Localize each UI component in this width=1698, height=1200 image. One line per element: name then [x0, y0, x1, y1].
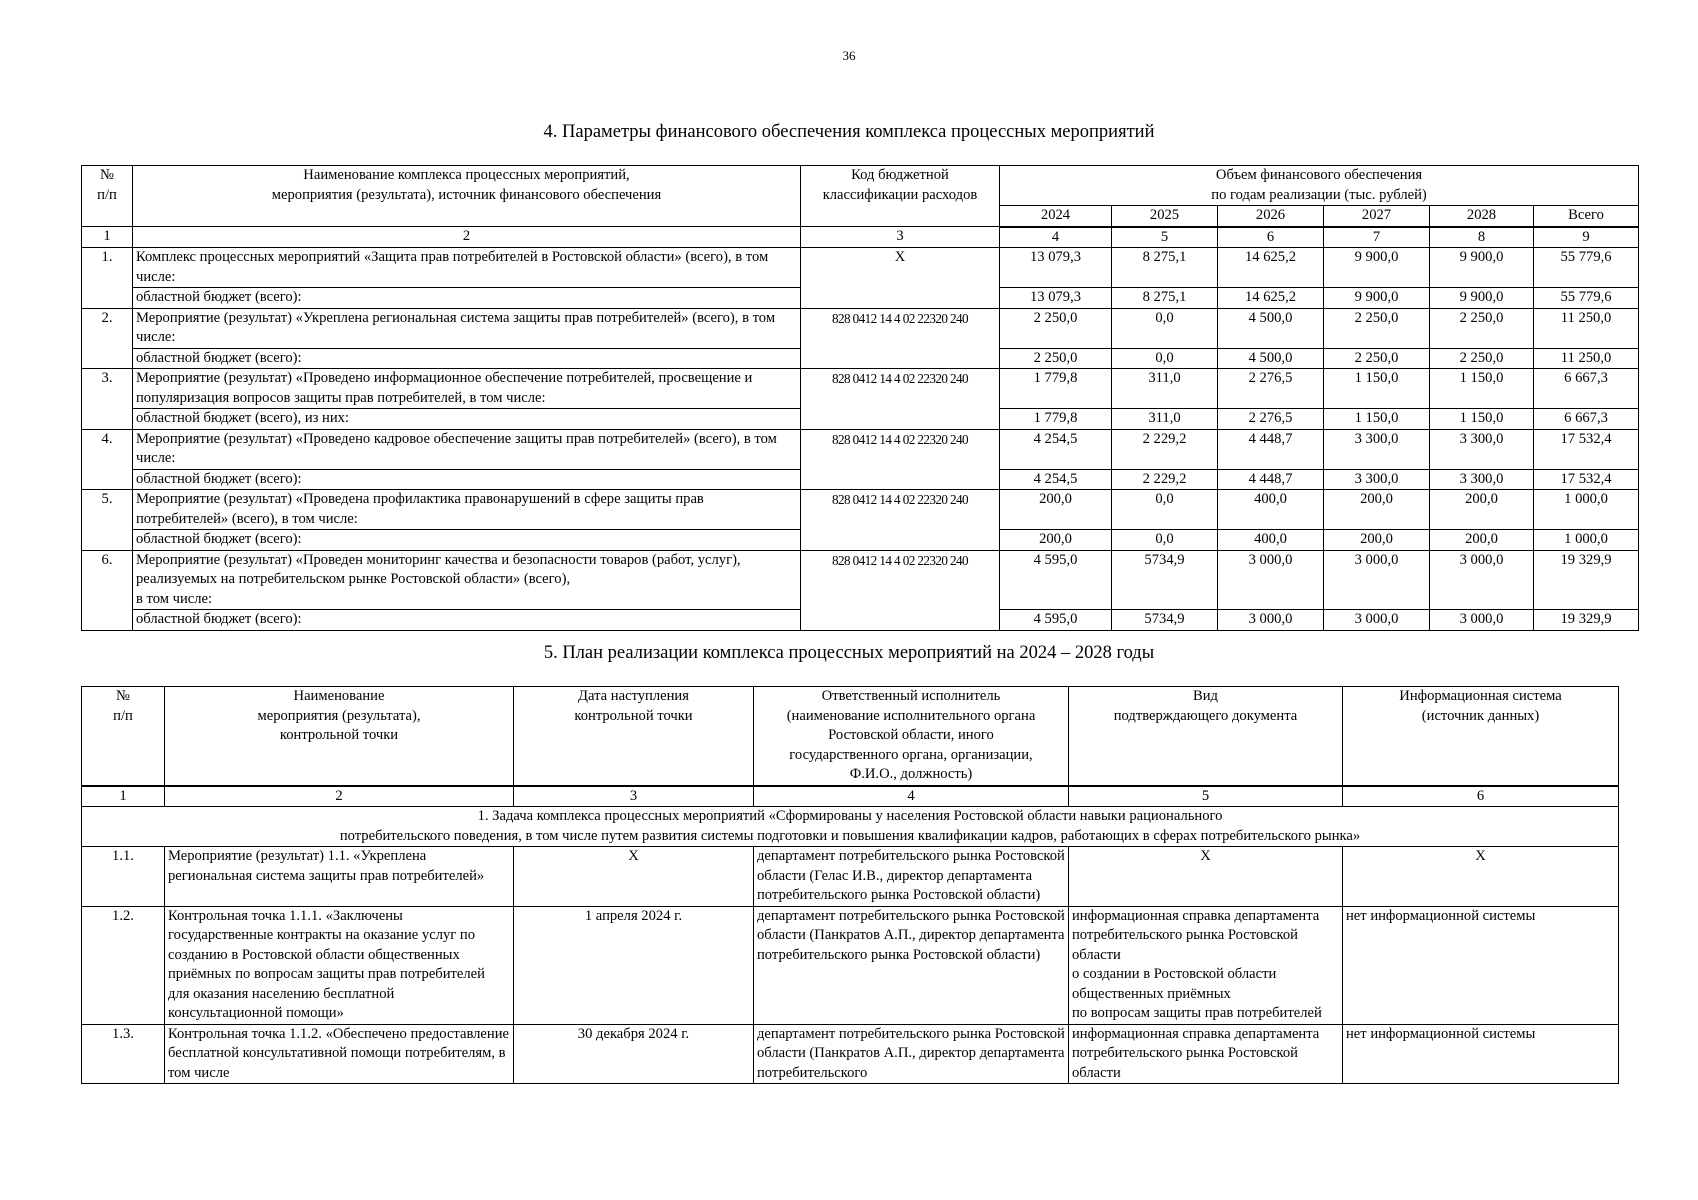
row-value: 200,0: [1324, 490, 1430, 530]
source-name: областной бюджет (всего):: [133, 610, 801, 631]
row-number: 4.: [82, 429, 133, 490]
header-num: № п/п: [82, 166, 133, 227]
table-row: [82, 847, 1619, 907]
row-value: 55 779,6: [1534, 248, 1639, 288]
column-number: 3: [801, 227, 1000, 248]
row-value: 200,0: [1000, 490, 1112, 530]
table-row: [82, 490, 1639, 530]
row-value: 2 276,5: [1218, 369, 1324, 409]
source-value: 2 229,2: [1112, 469, 1218, 490]
row-code: 828 0412 14 4 02 22320 240: [801, 429, 1000, 490]
row-value: 19 329,9: [1534, 550, 1639, 610]
row-system: нет информационной системы: [1343, 906, 1619, 1024]
column-number: 5: [1112, 227, 1218, 248]
table-row: [82, 248, 1639, 288]
row-value: 14 625,2: [1218, 248, 1324, 288]
header-year: 2028: [1430, 206, 1534, 227]
row-code: 828 0412 14 4 02 22320 240: [801, 369, 1000, 430]
plan-table-title: 5. План реализации комплекса процессных мероприятий на 2024 – 2028 годы: [543, 643, 1155, 663]
row-value: 4 448,7: [1218, 429, 1324, 469]
table-row: [82, 308, 1639, 348]
column-number: 1: [82, 786, 165, 807]
row-name: Мероприятие (результат) «Проведено кадровое обеспечение защиты прав потребителей» (всего), в том числе:: [133, 429, 801, 469]
task-row: [82, 807, 1619, 847]
row-value: 4 254,5: [1000, 429, 1112, 469]
row-value: 2 229,2: [1112, 429, 1218, 469]
row-value: 5734,9: [1112, 550, 1218, 610]
source-value: 8 275,1: [1112, 288, 1218, 309]
source-value: 3 000,0: [1218, 610, 1324, 631]
row-value: 9 900,0: [1324, 248, 1430, 288]
source-value: 2 250,0: [1430, 348, 1534, 369]
row-system: нет информационной системы: [1343, 1024, 1619, 1084]
table-row: [82, 1024, 1619, 1084]
row-responsible: департамент потребительского рынка Ростовской области (Гелас И.В., директор департамента потребительского рынка Ростовской области): [754, 847, 1069, 907]
source-value: 9 900,0: [1324, 288, 1430, 309]
header-name: Наименование комплекса процессных мероприятий, мероприятия (результата), источник финансового обеспечения: [133, 166, 801, 227]
row-value: 11 250,0: [1534, 308, 1639, 348]
table-row: [82, 906, 1619, 1024]
row-name: Мероприятие (результат) «Укреплена региональная система защиты прав потребителей» (всего), в том числе:: [133, 308, 801, 348]
row-value: 1 779,8: [1000, 369, 1112, 409]
column-number: 2: [165, 786, 514, 807]
column-number: 6: [1218, 227, 1324, 248]
source-value: 3 000,0: [1430, 610, 1534, 631]
row-date: 1 апреля 2024 г.: [514, 906, 754, 1024]
source-value: 5734,9: [1112, 610, 1218, 631]
row-date: X: [514, 847, 754, 907]
row-value: 0,0: [1112, 490, 1218, 530]
row-value: 200,0: [1430, 490, 1534, 530]
row-name: Контрольная точка 1.1.1. «Заключены государственные контракты на оказание услуг по созданию в Ростовской области общественных приёмных по вопросам защиты прав потребителей для оказания населению бесплатной консультационной помощи»: [165, 906, 514, 1024]
source-value: 0,0: [1112, 348, 1218, 369]
source-value: 6 667,3: [1534, 409, 1639, 430]
source-value: 400,0: [1218, 530, 1324, 551]
row-code: 828 0412 14 4 02 22320 240: [801, 550, 1000, 630]
column-number: 3: [514, 786, 754, 807]
header-year: 2026: [1218, 206, 1324, 227]
row-name: Мероприятие (результат) «Проведена профилактика правонарушений в сфере защиты прав потребителей» (всего), в том числе:: [133, 490, 801, 530]
column-number: 2: [133, 227, 801, 248]
row-document: информационная справка департамента потребительского рынка Ростовской области о создании в Ростовской области общественных приёмных по вопросам защиты прав потребителей: [1069, 906, 1343, 1024]
column-number: 8: [1430, 227, 1534, 248]
source-value: 14 625,2: [1218, 288, 1324, 309]
page-number: 36: [842, 48, 856, 63]
source-value: 4 500,0: [1218, 348, 1324, 369]
source-value: 2 250,0: [1324, 348, 1430, 369]
row-value: 3 000,0: [1430, 550, 1534, 610]
source-value: 0,0: [1112, 530, 1218, 551]
source-value: 2 276,5: [1218, 409, 1324, 430]
header-year: 2027: [1324, 206, 1430, 227]
source-value: 2 250,0: [1000, 348, 1112, 369]
column-numbers-row: [82, 786, 1619, 807]
row-value: 1 150,0: [1324, 369, 1430, 409]
header-row: [82, 687, 1619, 786]
row-number: 1.3.: [82, 1024, 165, 1084]
column-numbers-row: [82, 227, 1639, 248]
source-name: областной бюджет (всего):: [133, 348, 801, 369]
source-name: областной бюджет (всего):: [133, 288, 801, 309]
source-value: 4 254,5: [1000, 469, 1112, 490]
row-name: Комплекс процессных мероприятий «Защита прав потребителей в Ростовской области» (всего), в том числе:: [133, 248, 801, 288]
row-value: 2 250,0: [1430, 308, 1534, 348]
column-number: 4: [1000, 227, 1112, 248]
row-value: 3 000,0: [1324, 550, 1430, 610]
source-value: 1 000,0: [1534, 530, 1639, 551]
source-name: областной бюджет (всего), из них:: [133, 409, 801, 430]
row-number: 3.: [82, 369, 133, 430]
header-year: 2025: [1112, 206, 1218, 227]
header-responsible: Ответственный исполнитель (наименование исполнительного органа Ростовской области, иного государственного органа, организации, Ф.И.О., должность): [754, 687, 1069, 786]
source-value: 311,0: [1112, 409, 1218, 430]
row-document: X: [1069, 847, 1343, 907]
source-value: 19 329,9: [1534, 610, 1639, 631]
source-value: 3 300,0: [1324, 469, 1430, 490]
row-code: 828 0412 14 4 02 22320 240: [801, 308, 1000, 369]
header-volume: Объем финансового обеспечения по годам реализации (тыс. рублей): [1000, 166, 1639, 206]
row-value: 17 532,4: [1534, 429, 1639, 469]
row-value: 4 595,0: [1000, 550, 1112, 610]
source-value: 3 000,0: [1324, 610, 1430, 631]
row-value: 400,0: [1218, 490, 1324, 530]
task-text: 1. Задача комплекса процессных мероприятий «Сформированы у населения Ростовской области навыки рационального потребительского поведения, в том числе путем развития системы подготовки и повышения квалификации кадров, работающих в сферах потребительского рынка»: [82, 807, 1619, 847]
column-number: 9: [1534, 227, 1639, 248]
source-value: 4 448,7: [1218, 469, 1324, 490]
row-value: 9 900,0: [1430, 248, 1534, 288]
row-document: информационная справка департамента потребительского рынка Ростовской области: [1069, 1024, 1343, 1084]
column-number: 7: [1324, 227, 1430, 248]
header-name: Наименование мероприятия (результата), контрольной точки: [165, 687, 514, 786]
row-value: 0,0: [1112, 308, 1218, 348]
table-row: [82, 429, 1639, 469]
row-number: 1.1.: [82, 847, 165, 907]
header-row: [82, 166, 1639, 206]
row-date: 30 декабря 2024 г.: [514, 1024, 754, 1084]
source-value: 55 779,6: [1534, 288, 1639, 309]
table-row: [82, 369, 1639, 409]
table-row: [82, 550, 1639, 610]
column-number: 5: [1069, 786, 1343, 807]
column-number: 6: [1343, 786, 1619, 807]
row-code: 828 0412 14 4 02 22320 240: [801, 490, 1000, 551]
source-value: 3 300,0: [1430, 469, 1534, 490]
header-year: 2024: [1000, 206, 1112, 227]
source-name: областной бюджет (всего):: [133, 469, 801, 490]
row-value: 4 500,0: [1218, 308, 1324, 348]
source-value: 200,0: [1324, 530, 1430, 551]
row-value: 1 150,0: [1430, 369, 1534, 409]
row-number: 1.: [82, 248, 133, 309]
column-number: 1: [82, 227, 133, 248]
financing-table-title: 4. Параметры финансового обеспечения комплекса процессных мероприятий: [543, 122, 1155, 142]
row-name: Мероприятие (результат) «Проведено информационное обеспечение потребителей, просвещение и популяризация вопросов защиты прав потребителей, в том числе:: [133, 369, 801, 409]
row-name: Контрольная точка 1.1.2. «Обеспечено предоставление бесплатной консультативной помощи потребителям, в том числе: [165, 1024, 514, 1084]
financing-table: [81, 165, 1639, 631]
header-code: Код бюджетной классификации расходов: [801, 166, 1000, 227]
row-system: X: [1343, 847, 1619, 907]
row-value: 6 667,3: [1534, 369, 1639, 409]
row-number: 1.2.: [82, 906, 165, 1024]
column-number: 4: [754, 786, 1069, 807]
header-date: Дата наступления контрольной точки: [514, 687, 754, 786]
row-value: 3 000,0: [1218, 550, 1324, 610]
source-value: 200,0: [1000, 530, 1112, 551]
source-value: 13 079,3: [1000, 288, 1112, 309]
row-value: 2 250,0: [1324, 308, 1430, 348]
source-value: 1 779,8: [1000, 409, 1112, 430]
row-value: 2 250,0: [1000, 308, 1112, 348]
row-value: 8 275,1: [1112, 248, 1218, 288]
header-num: № п/п: [82, 687, 165, 786]
row-code: X: [801, 248, 1000, 309]
row-responsible: департамент потребительского рынка Ростовской области (Панкратов А.П., директор департамента потребительского: [754, 1024, 1069, 1084]
row-number: 5.: [82, 490, 133, 551]
source-value: 1 150,0: [1430, 409, 1534, 430]
row-value: 311,0: [1112, 369, 1218, 409]
row-number: 6.: [82, 550, 133, 630]
header-doc: Вид подтверждающего документа: [1069, 687, 1343, 786]
row-name: Мероприятие (результат) «Проведен мониторинг качества и безопасности товаров (работ, услуг), реализуемых на потребительском рынке Ростовской области» (всего), в том числе:: [133, 550, 801, 610]
row-value: 13 079,3: [1000, 248, 1112, 288]
header-system: Информационная система (источник данных): [1343, 687, 1619, 786]
plan-table: [81, 686, 1619, 1084]
source-value: 11 250,0: [1534, 348, 1639, 369]
row-responsible: департамент потребительского рынка Ростовской области (Панкратов А.П., директор департамента потребительского рынка Ростовской области): [754, 906, 1069, 1024]
row-name: Мероприятие (результат) 1.1. «Укреплена региональная система защиты прав потребителей»: [165, 847, 514, 907]
source-name: областной бюджет (всего):: [133, 530, 801, 551]
header-year: Всего: [1534, 206, 1639, 227]
row-value: 3 300,0: [1430, 429, 1534, 469]
row-number: 2.: [82, 308, 133, 369]
source-value: 200,0: [1430, 530, 1534, 551]
row-value: 1 000,0: [1534, 490, 1639, 530]
source-value: 1 150,0: [1324, 409, 1430, 430]
source-value: 4 595,0: [1000, 610, 1112, 631]
source-value: 9 900,0: [1430, 288, 1534, 309]
row-value: 3 300,0: [1324, 429, 1430, 469]
source-value: 17 532,4: [1534, 469, 1639, 490]
